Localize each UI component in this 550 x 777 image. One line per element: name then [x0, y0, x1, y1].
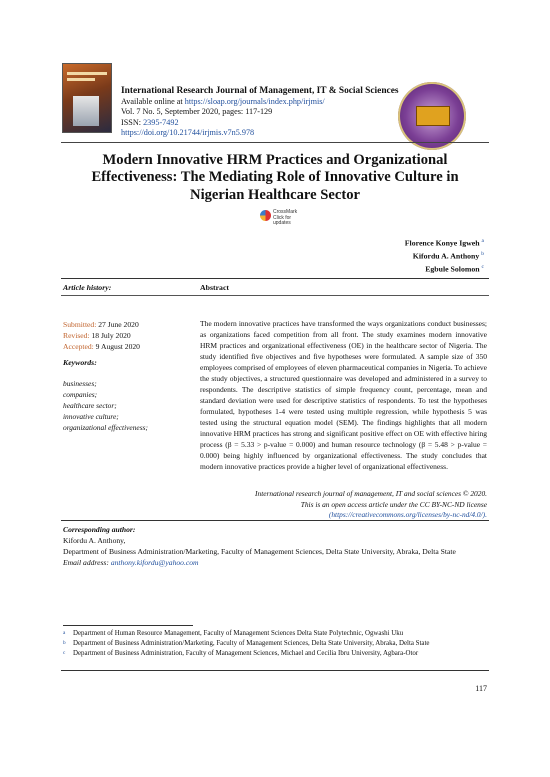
article-history — [63, 319, 140, 352]
footnote-rule — [63, 625, 193, 626]
author-list — [405, 236, 484, 276]
keyword-item: companies; — [63, 390, 98, 399]
abstract-divider — [61, 520, 489, 521]
section-divider — [61, 278, 489, 279]
keyword-item: healthcare sector; — [63, 401, 117, 410]
issn-link[interactable]: 2395-7492 — [143, 117, 179, 127]
journal-cover-image — [63, 64, 111, 132]
paper-title: Modern Innovative HRM Practices and Organizational Effectiveness: The Mediating Role of Innovative Culture in Nigerian Healthcare Sector — [91, 152, 459, 203]
keywords-heading: Keywords: — [63, 358, 97, 367]
open-access-seal — [398, 82, 466, 150]
corresponding-name: Kifordu A. Anthony, — [63, 536, 126, 545]
corresponding-affiliation: Department of Business Administration/Marketing, Faculty of Management Sciences, Delta State University, Abraka, Delta State — [63, 547, 456, 556]
corresponding-heading: Corresponding author: — [63, 525, 136, 534]
keyword-item: organizational effectiveness; — [63, 423, 148, 432]
page-number: 117 — [475, 684, 487, 693]
issn-line: ISSN: 2395-7492 — [121, 117, 179, 127]
doi-link[interactable]: https://doi.org/10.21744/irjmis.v7n5.978 — [121, 128, 255, 138]
journal-header — [121, 86, 399, 139]
journal-url-link[interactable]: https://sloap.org/journals/index.php/irjmis/ — [184, 96, 325, 106]
available-line: Available online at https://sloap.org/journals/index.php/irjmis/ — [121, 96, 325, 106]
footnote-c: c Department of Business Administration, Faculty of Management Sciences, Michael and Cecilia Ibru University, Agbara-Otor — [63, 650, 419, 657]
history-revised: Revised: 18 July 2020 — [63, 331, 131, 340]
license-link[interactable]: (https://creativecommons.org/licenses/by-nc-nd/4.0/). — [328, 510, 487, 520]
history-submitted: Submitted: 27 June 2020 — [63, 320, 139, 329]
author-3: Egbule Solomon $^c$ — [425, 264, 484, 274]
footer-divider — [61, 670, 489, 671]
footnote-b: b Department of Business Administration/Marketing, Faculty of Management Sciences, Delta State University, Abraka, Delta State — [63, 640, 430, 647]
abstract-heading: Abstract — [200, 283, 230, 292]
abstract-text: The modern innovative practices have transformed the ways organizations conduct businesses; as organizations faced competition from all front. The study examines modern innovative HRM practices and organizational effectiveness (OE) in the healthcare sector of Nigeria. The study identified five objectives and five hypotheses were formulated. A sample size of 350 employees comprised of employees of eleven pharmaceutical companies in Nigeria. To achieve the study objectives, a structured questionnaire was developed and administered in a survey to respondents. The descriptive statistics of simple frequency count, percentage, mean and standard deviation were used for descriptive statistics of respondents. To test the hypotheses formulated, hypotheses 1-4 were tested using multiple regression, while hypothesis 5 was tested using the structural equation model (SEM). The findings highlights that all modern innovative HRM practices has strong and significant positive effect on OE with effective hiring process (β = 5.33 > p-value = 0.000) and human resource technology (β = 5.48 > p-value = 0.000) being highly influenced by organizational effectiveness. The study concludes that modern innovative practices provide a higher level of organizational effectiveness. — [200, 319, 487, 471]
heading-divider — [61, 295, 489, 296]
author-1: Florence Konye Igweh $^a$ — [404, 238, 484, 248]
email-link[interactable]: anthony.kifordu@yahoo.com — [110, 558, 199, 567]
corresponding-author — [63, 524, 488, 568]
license-line-1: International research journal of management, IT and social sciences © 2020. — [255, 489, 487, 498]
crossmark-logo[interactable]: CrossMark Click for updates — [260, 209, 294, 223]
volume-line: Vol. 7 No. 5, September 2020, pages: 117-129 — [121, 107, 273, 117]
keyword-item: innovative culture; — [63, 412, 119, 421]
keywords-list — [63, 378, 148, 433]
header-divider — [61, 142, 489, 143]
author-2: Kifordu A. Anthony $^b$ — [412, 251, 484, 261]
license-block — [255, 489, 487, 521]
corresponding-email-line: Email address: anthony.kifordu@yahoo.com — [63, 558, 199, 567]
footnotes — [63, 629, 488, 659]
license-line-2: This is an open access article under the CC BY-NC-ND license — [300, 499, 487, 509]
keyword-item: businesses; — [63, 379, 97, 388]
article-history-heading: Article history: — [63, 283, 112, 292]
footnote-a: a Department of Human Resource Management, Faculty of Management Sciences Delta State Polytechnic, Ogwashi Uku — [63, 630, 404, 637]
journal-name: International Research Journal of Management, IT & Social Sciences — [121, 86, 399, 96]
history-accepted: Accepted: 9 August 2020 — [63, 342, 140, 351]
